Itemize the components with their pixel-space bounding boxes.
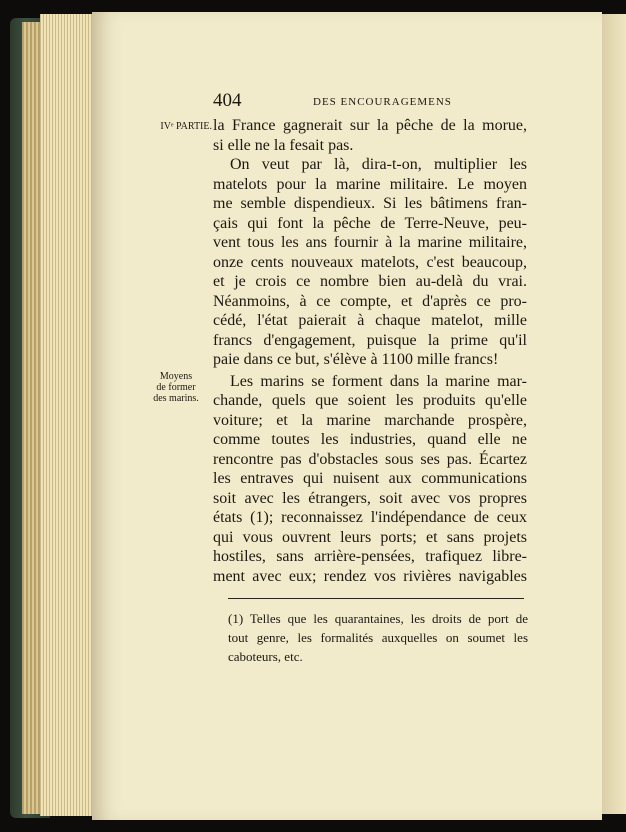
footnote xyxy=(228,609,528,666)
text-line: me semble dispendieux. Si les bâtimens fran- xyxy=(213,195,527,212)
margin-note-line: Moyens xyxy=(159,371,193,382)
text-line: matelots pour la marine militaire. Le moyen xyxy=(213,175,527,193)
page-number: 404 xyxy=(213,90,242,111)
margin-note-line: des marins. xyxy=(153,393,199,404)
text-line: vent tous les ans fournir à la marine militaire, xyxy=(213,234,527,251)
footnote-line: caboteurs, etc. xyxy=(228,649,303,664)
text-line: çais qui font la pêche de Terre-Neuve, peu- xyxy=(213,214,527,232)
text-line: si elle ne la fesait pas. xyxy=(213,136,354,154)
text-line: les entraves qui nuisent aux communications xyxy=(213,470,527,487)
text-line: voiture; et la marine marchande prospère, xyxy=(213,411,527,429)
text-line: rencontre pas d'obstacles sous ses pas. Écartez xyxy=(213,450,527,468)
text-line: et je crois ce nombre bien au-delà du vrai. xyxy=(213,273,527,290)
footnote-line: tout genre, les formalités auxquelles on soumet les xyxy=(228,630,528,645)
text-line: cédé, l'état paierait à chaque matelot, mille xyxy=(213,312,527,329)
text-line: chande, quels que soient les produits qu'elle xyxy=(213,392,527,409)
text-line: Les marins se forment dans la marine mar- xyxy=(230,372,527,390)
text-line: ment avec eux; rendez vos rivières navigables xyxy=(213,567,527,585)
margin-note xyxy=(144,371,208,404)
margin-note-line: de former xyxy=(156,382,196,393)
text-line: la France gagnerait sur la pêche de la morue, xyxy=(213,117,527,134)
running-head: DES ENCOURAGEMENS xyxy=(313,96,452,108)
facing-page-edge xyxy=(600,14,626,814)
text-line: On veut par là, dira-t-on, multiplier les xyxy=(230,156,527,173)
text-line: soit avec les étrangers, soit avec vos propres xyxy=(213,489,527,507)
page-header xyxy=(213,90,527,112)
text-line: francs d'engagement, puisque la prime qu'il xyxy=(213,331,527,349)
text-line: paie dans ce but, s'élève à 1100 mille francs! xyxy=(213,351,499,368)
part-label: IVᵉ PARTIE. xyxy=(160,121,212,132)
text-line: comme toutes les industries, quand elle ne xyxy=(213,431,527,448)
text-line: onze cents nouveaux matelots, c'est beaucoup, xyxy=(213,253,527,271)
footnote-rule xyxy=(228,598,524,599)
text-line: Néanmoins, à ce compte, et d'après ce pro- xyxy=(213,292,527,310)
text-line: qui vous ouvrent leurs ports; et sans projets xyxy=(213,528,527,546)
footnote-line: (1) Telles que les quarantaines, les droits de port de xyxy=(228,611,528,626)
body-text xyxy=(213,116,527,586)
text-line: états (1); reconnaissez l'indépendance de ceux xyxy=(213,509,527,526)
text-line: hostiles, sans arrière-pensées, trafiquez libre- xyxy=(213,548,527,565)
page-stack xyxy=(40,14,100,816)
